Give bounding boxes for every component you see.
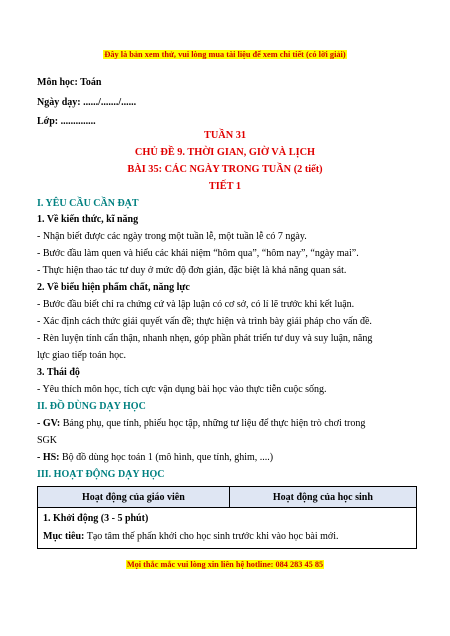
lesson-title: BÀI 35: CÁC NGÀY TRONG TUẦN (2 tiết) [127,164,323,175]
preview-banner-text: Đây là bản xem thử, vui lòng mua tài liệu để xem chi tiết (có lời giải) [104,50,346,59]
topic-title: CHỦ ĐỀ 9. THỜI GIAN, GIỜ VÀ LỊCH [134,147,316,158]
period-title: TIẾT 1 [208,181,242,192]
gv-text: Bảng phụ, que tính, phiếu học tập, những tư liệu để thực hiện trò chơi trong [60,418,366,429]
hotline-banner [0,560,450,569]
section-1-sub2: 2. Về biểu hiện phẩm chất, năng lực [37,282,190,293]
col-student-header: Hoạt động của học sinh [229,487,416,508]
preview-banner [0,50,450,59]
section-3-heading: III. HOẠT ĐỘNG DẠY HỌC [37,469,165,480]
col-teacher-header: Hoạt động của giáo viên [38,487,230,508]
list-item: - Bước đầu làm quen và hiểu các khái niệm “hôm qua”, “hôm nay”, “ngày mai”. [37,248,359,259]
table-row [38,508,417,549]
gv-line [37,418,365,429]
section-1-heading: I. YÊU CẦU CẦN ĐẠT [37,198,139,209]
hs-line [37,452,273,463]
goal-text: Tạo tâm thế phấn khởi cho học sinh trước khi vào học bài mới. [84,531,339,542]
subject-line: Môn học: Toán [37,77,102,88]
gv-line-cont: SGK [37,435,58,446]
hs-label: - HS: [37,452,60,463]
hs-text: Bộ đồ dùng học toán 1 (mô hình, que tính, ghim, ....) [59,452,274,463]
row1-goal [43,528,411,546]
list-item: - Rèn luyện tính cẩn thận, nhanh nhẹn, góp phần phát triển tư duy và suy luận, năng [37,333,373,344]
list-item: - Xác định cách thức giải quyết vấn đề; thực hiện và trình bày giải pháp cho vấn đề. [37,316,372,327]
list-item: lực giao tiếp toán học. [37,350,127,361]
section-1-sub3: 3. Thái độ [37,367,80,378]
class-line: Lớp: .............. [37,116,96,127]
hotline-banner-text: Mọi thắc mắc vui lòng xin liên hệ hotline: 084 283 45 85 [126,560,324,569]
activity-table [37,486,417,549]
date-line: Ngày dạy: ....../......./...... [37,97,137,108]
goal-label: Mục tiêu: [43,531,85,542]
section-2-heading: II. ĐỒ DÙNG DẠY HỌC [37,401,146,412]
section-1-sub1: 1. Về kiến thức, kĩ năng [37,214,139,225]
gv-label: - GV: [37,418,61,429]
list-item: - Thực hiện thao tác tư duy ở mức độ đơn giản, đặc biệt là khả năng quan sát. [37,265,347,276]
list-item: - Bước đầu biết chỉ ra chứng cứ và lập luận có cơ sở, có lí lẽ trước khi kết luận. [37,299,355,310]
week-title: TUẦN 31 [203,130,247,141]
row1-title: 1. Khởi động (3 - 5 phút) [43,513,149,524]
list-item: - Yêu thích môn học, tích cực vận dụng bài học vào thực tiễn cuộc sống. [37,384,327,395]
list-item: - Nhận biết được các ngày trong một tuần lễ, một tuần lễ có 7 ngày. [37,231,307,242]
